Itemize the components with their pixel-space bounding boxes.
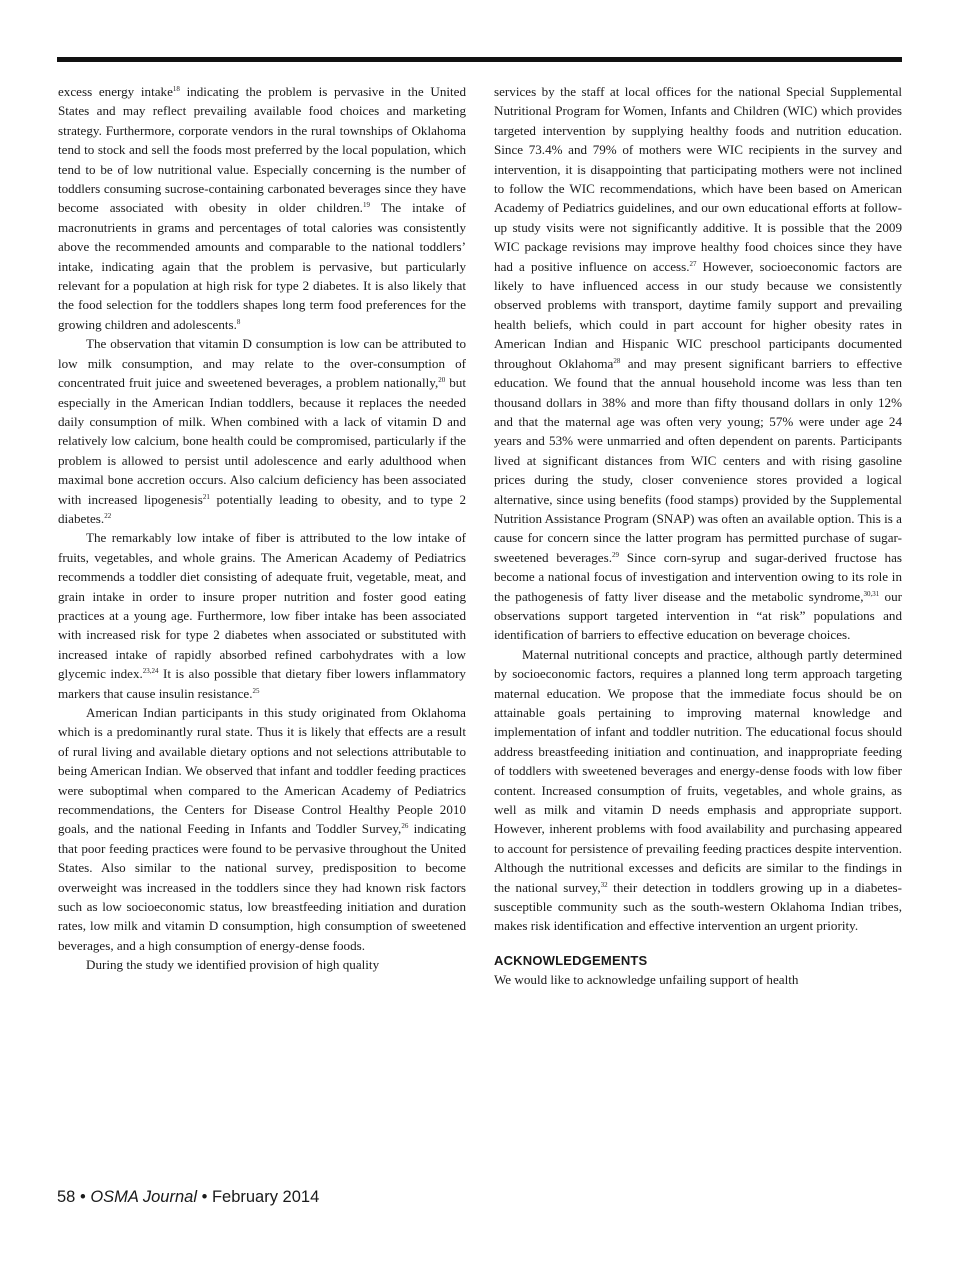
- paragraph: Maternal nutritional concepts and practice, although partly determined by socioeconomic factors, requires a planned long term approach targeting maternal education. We propose that the immediate focus should be on attainable goals pertaining to improving maternal knowledge and implementation of infant and toddler nutrition. The educational focus should address breastfeeding initiation and continuation, and inappropriate feeding of toddlers with sweetened beverages and energy-dense foods with low fiber content. Increased consumption of fruits, vegetables, and whole grains, as well as milk and vitamin D needs emphasis and appropriate support. However, inherent problems with food availability and purchasing appeared to account for persistence of prevailing feeding practices despite intervention. Although the nutritional excesses and deficits are similar to the findings in the national survey,$^{32}$ their detection in toddlers growing up in a diabetes-susceptible community such as the south-western Oklahoma Indian tribes, makes risk identification and effective intervention an urgent priority.: [494, 646, 902, 934]
- paragraph: services by the staff at local offices for the national Special Supplemental Nutritional Program for Women, Infants and Children (WIC) which provides targeted intervention by supplying healthy foods and nutrition education. Since 73.4% and 79% of mothers were WIC recipients in the survey and intervention, it is disappointing that participating mothers were not inclined to follow the WIC recommendations, which have been based on American Academy of Pediatrics guidelines, and our own educational efforts at follow-up study visits were not significantly additive. It is possible that the 2009 WIC package revisions may improve healthy food choices since they have had a positive influence on access.$^{27}$ However, socioeconomic factors are likely to have influenced access in our study because we consistently observed problems with transport, daytime family support and prevailing health beliefs, which could in part account for higher obesity rates in American Indian and Hispanic WIC preschool participants documented throughout Oklahoma$^{28}$ and may present significant barriers to effective education. We found that the annual household income was less than ten thousand dollars in 38% and more than fifty thousand dollars in only 12% and that the maternal age was often very young; 57% were under age 24 years and 53% were unmarried and often dependent on parents. Participants lived at significant distances from WIC centers and with rising gasoline prices during the study, closer convenience stores provided a logical alternative, since using benefits (food stamps) provided by the Supplemental Nutrition Assistance Program (SNAP) was often an available option. This is a cause for concern since the latter program has permitted purchase of sugar-sweetened beverages.$^{29}$ Since corn-syrup and sugar-derived fructose has become a national focus of investigation and intervention owing to its role in the pathogenesis of fatty liver disease and the metabolic syndrome,$^{30,31}$ our observations support targeted intervention in “at risk” populations and identification of barriers to effective education on beverage choices.: [494, 84, 903, 643]
- reference-marker: 32: [600, 880, 608, 889]
- paragraph: excess energy intake$^{18}$ indicating the problem is pervasive in the United States and may reflect prevailing available food choices and marketing strategy. Furthermore, corporate vendors in the rural townships of Oklahoma tend to stock and sell the foods most preferred by the local population, which tend to be of low nutritional value. Especially concerning is the number of toddlers consuming sucrose-containing carbonated beverages since they have become associated with obesity in older children.$^{19}$ The intake of macronutrients in grams and percentages of total calories was consistently above the recommended amounts and comparable to the national toddlers’ intake, indicating again that the problem is pervasive, but particularly relevant for a population at high risk for type 2 diabetes. It is also likely that the food selection for the toddlers shapes long term food preferences for the growing children and adolescents.$^8$: [58, 84, 467, 332]
- reference-marker: 8: [236, 317, 241, 326]
- issue-date: February 2014: [211, 1188, 320, 1206]
- paragraph: The remarkably low intake of fiber is attributed to the low intake of fruits, vegetables, and whole grains. The American Academy of Pediatrics recommends a toddler diet consisting of adequate fruit, vegetable, meat, and grain intake in order to insure proper nutrition and foster good eating practices at a young age. Furthermore, low fiber intake has been associated with increased risk for type 2 diabetes when associated or substituted with increased intake of rapidly absorbed refined carbohydrates with a low glycemic index.$^{23,24}$ It is also possible that dietary fiber lowers inflammatory markers that cause insulin resistance.$^{25}$: [58, 530, 466, 701]
- journal-name: OSMA Journal: [90, 1188, 197, 1206]
- page-number: 58: [57, 1188, 76, 1206]
- reference-marker: 25: [252, 686, 260, 695]
- reference-marker: 18: [172, 85, 180, 93]
- reference-marker: 30,31: [863, 589, 880, 598]
- reference-marker: 27: [689, 259, 697, 268]
- left-column: [58, 82, 466, 975]
- reference-marker: 20: [438, 376, 446, 385]
- right-column: [494, 82, 902, 990]
- paragraph: We would like to acknowledge unfailing support of health: [494, 972, 799, 988]
- footer-separator: •: [197, 1188, 212, 1206]
- reference-marker: 22: [104, 511, 112, 520]
- reference-marker: 21: [202, 492, 210, 501]
- reference-marker: 19: [362, 201, 370, 210]
- top-rule: [57, 57, 902, 62]
- reference-marker: 29: [611, 550, 619, 559]
- paragraph: The observation that vitamin D consumption is low can be attributed to low milk consumption, and may relate to the over-consumption of concentrated fruit juice and sweetened beverages, a problem nationally,$^{20}$ but especially in the American Indian toddlers, because it replaces the needed daily consumption of milk. When combined with a lack of vitamin D and relatively low calcium, bone health could be compromised, particularly if the problem is allowed to persist until adolescence and early adulthood when maximal bone accretion occurs. Also calcium deficiency has been associated with increased lipogenesis$^{21}$ potentially leading to obesity, and to type 2 diabetes.$^{22}$: [58, 336, 466, 526]
- reference-marker: 26: [401, 822, 409, 831]
- reference-marker: 28: [613, 356, 621, 365]
- section-heading: ACKNOWLEDGEMENTS: [494, 952, 648, 968]
- paragraph: American Indian participants in this study originated from Oklahoma which is a predominantly rural state. Thus it is likely that effects are a result of rural living and available dietary options and not selections attributable to being American Indian. We observed that infant and toddler feeding practices were suboptimal when compared to the American Academy of Pediatrics recommendations, the Centers for Disease Control Healthy People 2010 goals, and the national Feeding in Infants and Toddler Survey,$^{26}$ indicating that poor feeding practices were found to be pervasive throughout the United States. Also similar to the national survey, predisposition to become overweight was increased in the toddlers since they had known risk factors such as low socioeconomic status, low breastfeeding initiation and duration rates, low milk and vitamin D consumption, high consumption of sweetened beverages, and a high consumption of energy-dense foods.: [58, 705, 466, 953]
- page-footer: [57, 1188, 319, 1207]
- reference-marker: 23,24: [142, 667, 159, 676]
- paragraph: During the study we identified provision of high quality: [86, 957, 380, 973]
- footer-separator: •: [75, 1188, 91, 1206]
